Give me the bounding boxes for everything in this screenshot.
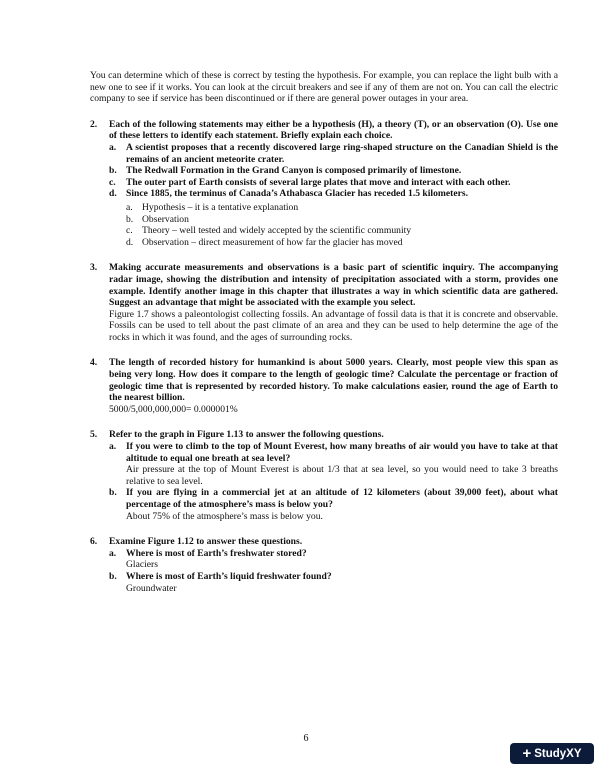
page-number: 6 (303, 733, 309, 744)
question-2 (90, 119, 558, 249)
question-3 (90, 262, 558, 343)
answer-text: Glaciers (126, 559, 158, 571)
answer-item (126, 237, 558, 249)
brand-name: StudyXY (534, 747, 582, 760)
question-prompt: Examine Figure 1.12 to answer these questions. (109, 536, 303, 548)
sub-letter: b. (109, 487, 117, 499)
question-number: 2. (90, 118, 98, 130)
studyxy-logo (510, 743, 594, 764)
sub-question (109, 142, 558, 165)
sub-letter: b. (109, 570, 117, 582)
intro-paragraph: You can determine which of these is correct by testing the hypothesis. For example, you can replace the light bulb with a new one to see if it works. You can look at the circuit breakers and see if any of them are not on. You can call the electric company to see if service has been discontinued or if there are general power outages in your area. (90, 70, 558, 105)
answer-text: Air pressure at the top of Mount Everest is about 1/3 that at sea level, so you would need to take 3 breaths relative to sea level. (126, 464, 558, 487)
sub-text: If you are flying in a commercial jet at an altitude of 12 kilometers (about 39,000 feet), about what percentage of the atmosphere’s mass is below you? (126, 487, 558, 510)
answer-item (126, 225, 558, 237)
answer-text: Observation – direct measurement of how far the glacier has moved (142, 236, 403, 248)
sub-question (109, 188, 558, 200)
sub-question (109, 571, 558, 594)
sub-question (109, 487, 558, 522)
question-prompt: Making accurate measurements and observations is a basic part of scientific inquiry. The accompanying radar image, showing the distribution and intensity of precipitation associated with a storm, provides one example. Identify another image in this chapter that illustrates a way in which scientific data are gathered. Suggest an advantage that might be associated with the example you select. (109, 262, 558, 309)
question-number: 3. (90, 262, 98, 274)
question-prompt: The length of recorded history for humankind is about 5000 years. Clearly, most people view this span as being very long. How does it compare to the length of geologic time? Calculate the percentage or fraction of geologic time that is represented by recorded history. To make calculations easier, round the age of Earth to the nearest billion. (109, 357, 558, 404)
sub-text: If you were to climb to the top of Mount Everest, how many breaths of air would you have to take at that altitude to equal one breath at sea level? (126, 441, 558, 464)
question-5 (90, 429, 558, 522)
sub-letter: c. (109, 176, 116, 188)
question-prompt: Refer to the graph in Figure 1.13 to answer the following questions. (109, 429, 384, 441)
answer-item (126, 214, 558, 226)
question-6 (90, 536, 558, 594)
sub-question (109, 441, 558, 487)
answer-text: Hypothesis – it is a tentative explanation (142, 201, 299, 213)
question-number: 4. (90, 357, 98, 369)
document-page (90, 70, 558, 608)
question-4 (90, 357, 558, 415)
sub-letter: a. (109, 441, 117, 453)
answer-item (126, 202, 558, 214)
sub-text: A scientist proposes that a recently discovered large ring-shaped structure on the Canadian Shield is the remains of an ancient meteorite crater. (126, 141, 558, 165)
sub-question (109, 177, 558, 189)
plus-icon: + (522, 744, 532, 762)
sub-question (109, 548, 558, 571)
answer-text: 5000/5,000,000,000= 0.000001% (109, 403, 238, 415)
sub-letter: a. (109, 547, 117, 559)
answer-text: About 75% of the atmosphere’s mass is below you. (126, 510, 323, 522)
answer-text: Theory – well tested and widely accepted by the scientific community (142, 225, 412, 237)
sub-letter: b. (109, 165, 117, 177)
sub-text: The outer part of Earth consists of several large plates that move and interact with each other. (126, 176, 511, 188)
sub-text: Since 1885, the terminus of Canada’s Athabasca Glacier has receded 1.5 kilometers. (126, 188, 468, 200)
answer-marker: c. (126, 225, 133, 237)
answer-marker: a. (126, 201, 133, 213)
question-number: 6. (90, 536, 98, 548)
answer-list (126, 202, 558, 248)
question-prompt: Each of the following statements may either be a hypothesis (H), a theory (T), or an observation (O). Use one of these letters to identify each statement. Briefly explain each choice. (109, 118, 558, 142)
sub-letter: a. (109, 141, 117, 153)
sub-text: Where is most of Earth’s liquid freshwater found? (126, 570, 332, 582)
answer-text: Observation (142, 213, 189, 225)
answer-text: Groundwater (126, 582, 177, 594)
sub-letter: d. (109, 188, 117, 200)
question-number: 5. (90, 429, 98, 441)
sub-text: Where is most of Earth’s freshwater stored? (126, 547, 307, 559)
sub-text: The Redwall Formation in the Grand Canyon is composed primarily of limestone. (126, 165, 462, 177)
answer-text: Figure 1.7 shows a paleontologist collecting fossils. An advantage of fossil data is that it is concrete and observable. Fossils can be used to tell about the past climate of an area and they can be used to help determine the age of the rocks in which it was found, and the ages of surrounding rocks. (109, 308, 558, 343)
sub-question (109, 165, 558, 177)
answer-marker: b. (126, 213, 134, 225)
answer-marker: d. (126, 236, 134, 248)
